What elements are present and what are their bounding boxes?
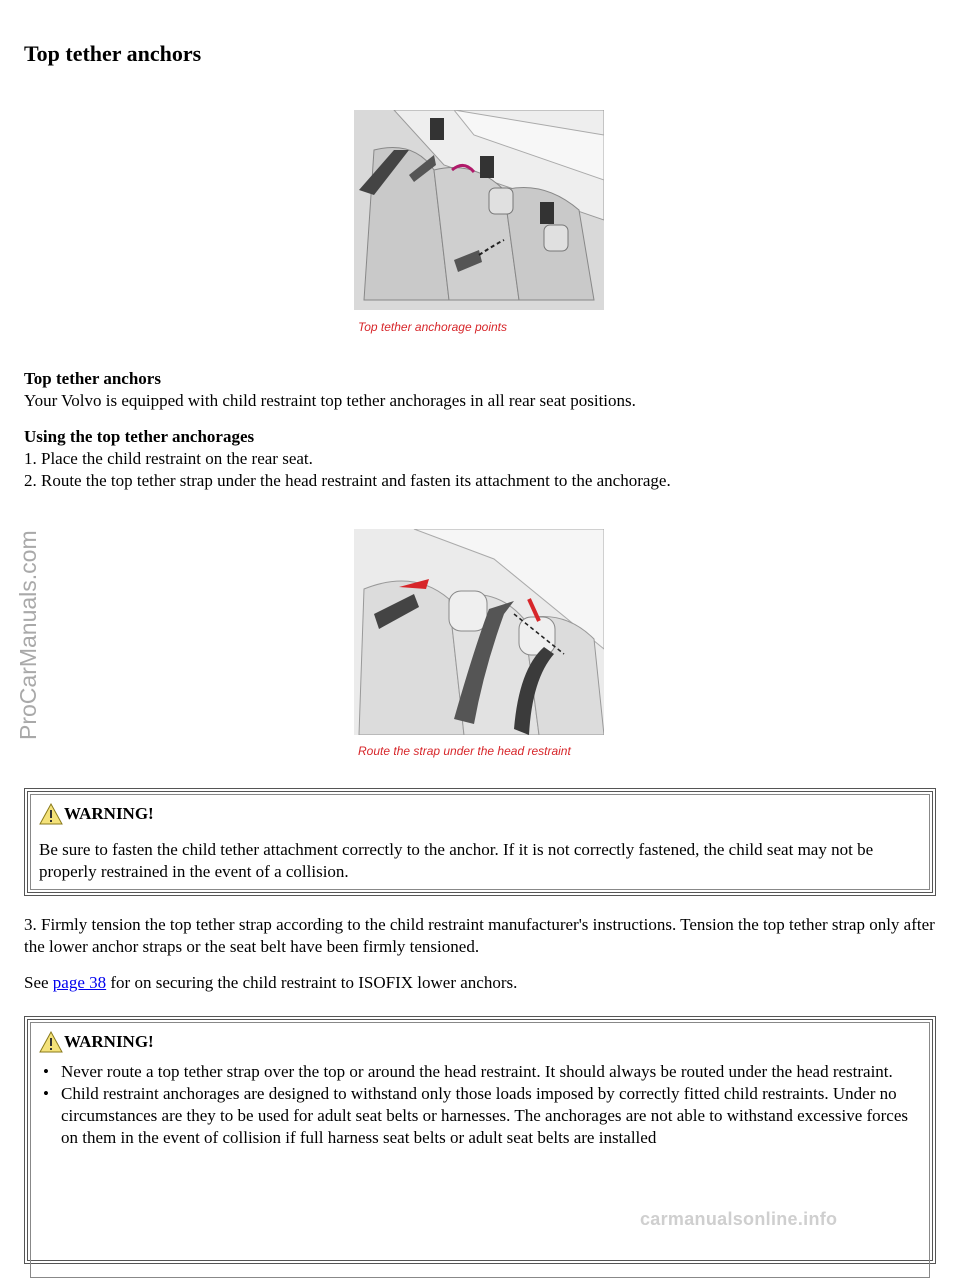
page-38-link[interactable]: page 38 bbox=[52, 973, 107, 992]
section-heading: Top tether anchors bbox=[24, 369, 161, 388]
see-line bbox=[24, 972, 936, 994]
warning-2-title-text: WARNING! bbox=[64, 1032, 154, 1051]
step-3-section bbox=[24, 914, 936, 994]
route-strap-illustration bbox=[354, 529, 604, 735]
figure2-caption: Route the strap under the head restraint bbox=[358, 744, 571, 758]
intro-text: Your Volvo is equipped with child restraint top tether anchorages in all rear seat positions. bbox=[24, 391, 636, 410]
using-heading: Using the top tether anchorages bbox=[24, 427, 255, 446]
figure-anchorage-points bbox=[354, 110, 604, 334]
warning-1-title bbox=[39, 803, 921, 825]
warning-box-1 bbox=[24, 788, 936, 896]
warning-1-text: Be sure to fasten the child tether attachment correctly to the anchor. If it is not correctly fastened, the child seat may not be properly restrained in the event of a collision. bbox=[39, 840, 874, 881]
list-item: • Child restraint anchorages are designed to withstand only those loads imposed by correctly fitted child restraints. Under no circumstances are they to be used for adult seat belts or harnesses. The anchorages are not able to withstand excessive forces on them in the event of collision if full harness seat belts or adult seat belts are installed bbox=[39, 1083, 921, 1149]
step-3: 3. Firmly tension the top tether strap according to the child restraint manufacturer's instructions. Tension the top tether strap only after the lower anchor straps or the seat belt have been firmly tensioned. bbox=[24, 915, 935, 956]
top-tether-section bbox=[24, 368, 936, 492]
side-watermark: ProCarManuals.com bbox=[15, 530, 41, 740]
warning-2-list bbox=[39, 1061, 921, 1149]
see-suffix: for on securing the child restraint to ISOFIX lower anchors. bbox=[110, 973, 518, 992]
page-title: Top tether anchors bbox=[24, 41, 202, 66]
list-item: • Never route a top tether strap over the top or around the head restraint. It should always be routed under the head restraint. bbox=[39, 1061, 921, 1083]
warning-triangle-icon bbox=[39, 1031, 63, 1053]
bottom-watermark: carmanualsonline.info bbox=[640, 1209, 838, 1229]
anchorage-points-illustration bbox=[354, 110, 604, 310]
step-2: 2. Route the top tether strap under the head restraint and fasten its attachment to the anchorage. bbox=[24, 471, 671, 490]
step-1: 1. Place the child restraint on the rear seat. bbox=[24, 449, 313, 468]
warning-1-title-text: WARNING! bbox=[64, 804, 154, 823]
figure-route-strap bbox=[354, 529, 604, 759]
figure1-caption: Top tether anchorage points bbox=[358, 320, 507, 334]
warning-2-title bbox=[39, 1031, 921, 1053]
see-prefix: See bbox=[24, 973, 49, 992]
warning-triangle-icon bbox=[39, 803, 63, 825]
